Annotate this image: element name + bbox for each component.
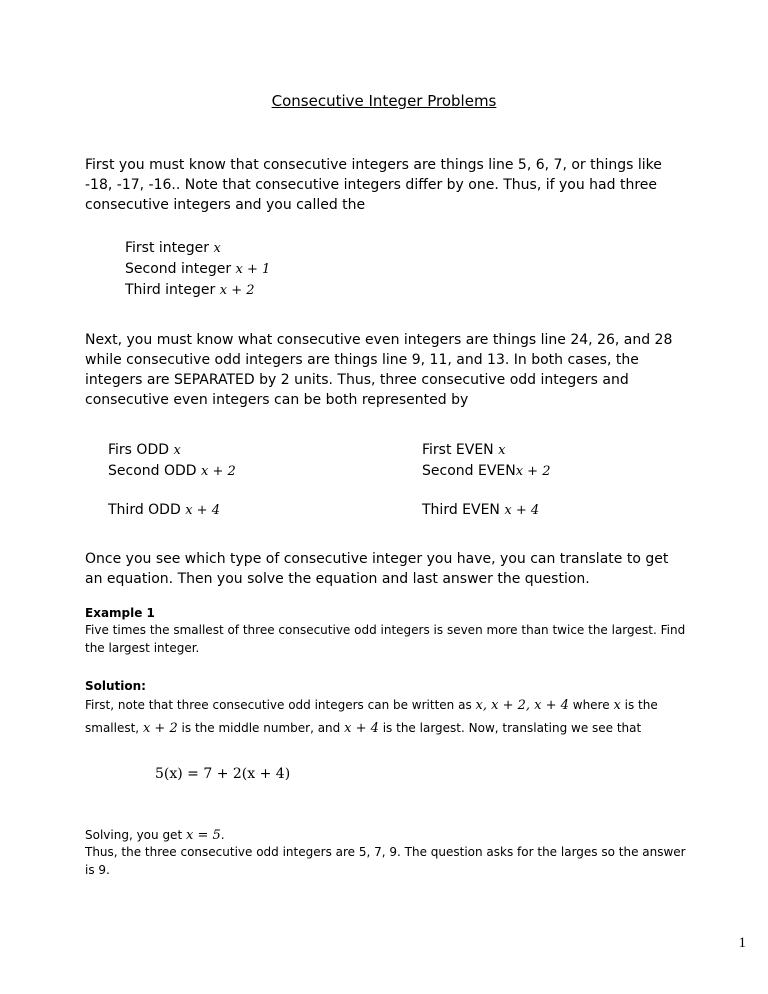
conclusion-text: Thus, the three consecutive odd integers are 5, 7, 9. The question asks for the larges so the answer is 9. — [85, 845, 686, 877]
list-item: Third EVEN x + 4 — [422, 502, 540, 518]
list-item: Firs ODD x — [108, 442, 181, 458]
odd-list-third — [108, 500, 220, 521]
solution-text: First, note that three consecutive odd integers can be written as x, x + 2, x + 4 where x is the smallest, x + 2 is the middle number, and x + 4 is the largest. Now, translating we see that — [85, 698, 658, 736]
list-item: Second EVENx + 2 — [422, 463, 551, 479]
solution-heading: Solution: — [85, 679, 146, 693]
equation: 5(x) = 7 + 2(x + 4) — [155, 766, 291, 782]
list-item: First EVEN x — [422, 442, 506, 458]
list-item: Third integer x + 2 — [125, 282, 255, 298]
even-list — [422, 440, 550, 482]
example-text: Five times the smallest of three consecutive odd integers is seven more than twice the largest. Find the largest integer. — [85, 623, 686, 655]
list-item: Second ODD x + 2 — [108, 463, 236, 479]
list-item: Second integer x + 1 — [125, 261, 271, 277]
list-item: Third ODD x + 4 — [108, 502, 220, 518]
even-list-third — [422, 500, 539, 521]
example-heading: Example 1 — [85, 606, 155, 620]
page-number: 1 — [738, 935, 746, 951]
intro-paragraph: First you must know that consecutive integers are things line 5, 6, 7, or things like -18, -17, -16.. Note that consecutive integers differ by one. Thus, if you had three consecutive integers and you called the — [85, 157, 662, 213]
solving-line: Solving, you get x = 5. — [85, 828, 225, 843]
odd-list — [108, 440, 236, 482]
even-odd-paragraph: Next, you must know what consecutive even integers are things line 24, 26, and 28 while consecutive odd integers are things line 9, 11, and 13. In both cases, the integers are SEPARATED by 2 units. Thus, three consecutive odd integers and consecutive even integers can be both represented by — [85, 332, 673, 408]
list-item: First integer x — [125, 240, 221, 256]
consecutive-list — [125, 238, 270, 301]
translate-paragraph: Once you see which type of consecutive integer you have, you can translate to get an equation. Then you solve the equation and last answer the question. — [85, 551, 669, 587]
page-title: Consecutive Integer Problems — [271, 92, 497, 110]
